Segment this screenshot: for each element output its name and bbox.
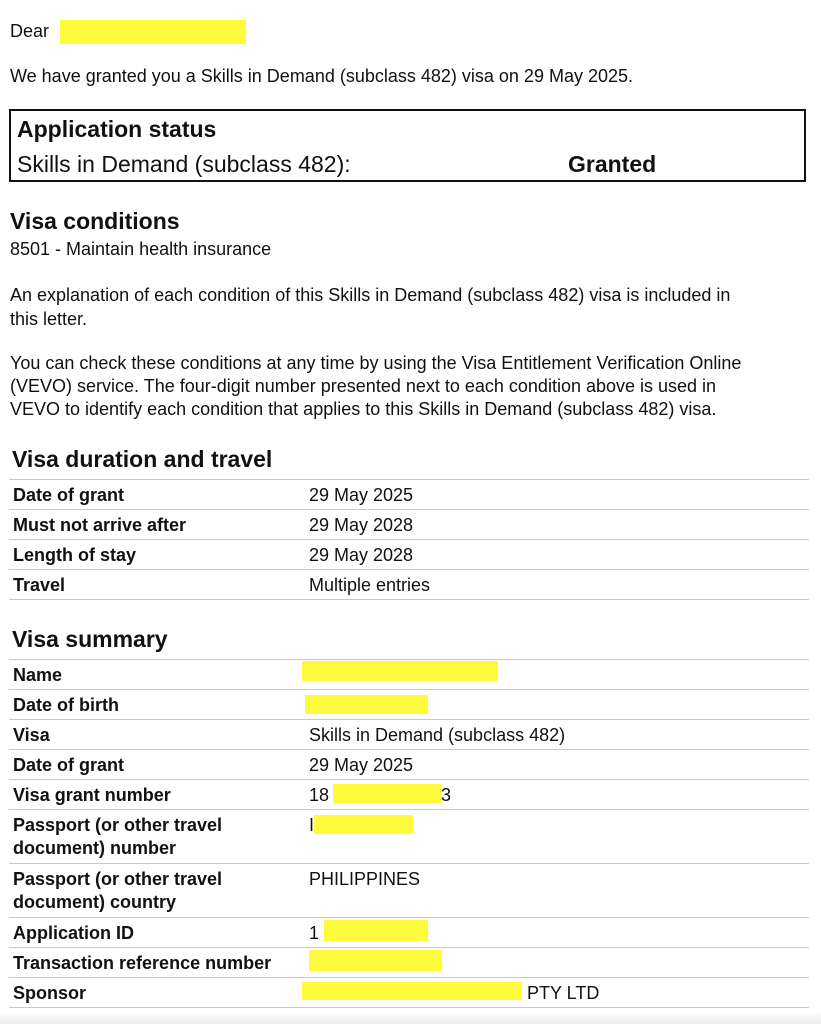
condition-8501: 8501 - Maintain health insurance xyxy=(10,239,272,259)
table-row xyxy=(9,569,809,600)
table-row xyxy=(9,719,809,749)
row-label: Passport (or other travel document) country xyxy=(13,869,223,912)
row-value: PHILIPPINES xyxy=(309,869,421,889)
conditions-para1-line1: An explanation of each condition of this Skills in Demand (subclass 482) visa is included in xyxy=(10,285,731,305)
row-label: Date of birth xyxy=(13,695,119,715)
row-value: I xyxy=(309,815,315,835)
redaction-highlight xyxy=(302,661,498,681)
row-value: 29 May 2025 xyxy=(309,755,414,775)
row-label: Passport (or other travel document) number xyxy=(13,815,223,858)
redaction-highlight xyxy=(314,815,413,834)
visa-conditions-heading: Visa conditions xyxy=(10,208,180,234)
row-label: Length of stay xyxy=(13,545,137,565)
application-status-value: Granted xyxy=(568,151,657,177)
row-value: 1 xyxy=(309,923,320,943)
row-label: Travel xyxy=(13,575,66,595)
redaction-highlight xyxy=(305,695,428,714)
redaction-highlight xyxy=(324,920,428,941)
table-row xyxy=(9,539,809,569)
row-value: Multiple entries xyxy=(309,575,431,595)
row-value: 18 xyxy=(309,785,330,805)
application-status-title: Application status xyxy=(17,116,217,142)
table-row xyxy=(9,749,809,779)
intro-text: We have granted you a Skills in Demand (subclass 482) visa on 29 May 2025. xyxy=(10,66,634,86)
row-label: Transaction reference number xyxy=(13,953,272,973)
row-label: Name xyxy=(13,665,63,685)
conditions-para2-line2: (VEVO) service. The four-digit number presented next to each condition above is used in xyxy=(10,376,717,396)
row-value: 29 May 2028 xyxy=(309,545,414,565)
page-edge xyxy=(0,1012,821,1024)
redaction-highlight xyxy=(309,950,442,971)
row-label: Visa grant number xyxy=(13,785,171,805)
row-label: Date of grant xyxy=(13,485,125,505)
conditions-para2-line3: VEVO to identify each condition that applies to this Skills in Demand (subclass 482) visa. xyxy=(10,399,717,419)
row-label: Sponsor xyxy=(13,983,87,1003)
row-label: Date of grant xyxy=(13,755,125,775)
row-value: 29 May 2025 xyxy=(309,485,414,505)
row-label: Visa xyxy=(13,725,50,745)
conditions-para2-line1: You can check these conditions at any time by using the Visa Entitlement Verification Online xyxy=(10,353,742,373)
row-value: 29 May 2028 xyxy=(309,515,414,535)
greeting: Dear xyxy=(10,21,50,41)
application-status-box xyxy=(9,109,806,182)
redaction-highlight xyxy=(302,982,522,1000)
row-label: Must not arrive after xyxy=(13,515,187,535)
conditions-para1-line2: this letter. xyxy=(10,309,88,329)
row-label: Application ID xyxy=(13,923,134,943)
table-row xyxy=(9,479,809,509)
row-value: PTY LTD xyxy=(527,983,600,1003)
table-row xyxy=(9,863,809,917)
redaction-highlight xyxy=(60,20,246,44)
row-value-suffix: 3 xyxy=(441,785,452,805)
table-row xyxy=(9,509,809,539)
row-value: Skills in Demand (subclass 482) xyxy=(309,725,566,745)
summary-heading: Visa summary xyxy=(12,626,168,652)
duration-heading: Visa duration and travel xyxy=(12,446,273,472)
application-status-label: Skills in Demand (subclass 482): xyxy=(17,151,351,177)
redaction-highlight xyxy=(333,784,441,803)
